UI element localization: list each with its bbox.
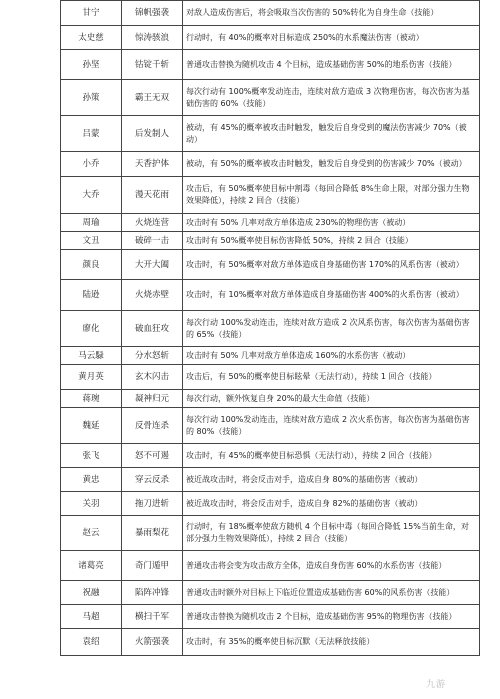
skill-name-cell: 穿云反杀: [122, 468, 183, 492]
table-row: [61, 516, 480, 551]
skill-description-cell: 每次行动 100%发动连击，连续对敌方造成 2 次风系伤害，每次伤害为基础伤害的 65%（技能）: [183, 311, 480, 347]
hero-name-cell: 小乔: [61, 152, 122, 177]
skill-description-cell: 行动时，有 40%的概率对目标造成 250%的水系魔法伤害（被动）: [183, 26, 480, 50]
hero-name-cell: 诸葛亮: [61, 551, 122, 581]
skill-name-cell: 反骨连杀: [122, 408, 183, 444]
table-row: [61, 492, 480, 516]
skill-name-cell: 锦帆强袭: [122, 1, 183, 26]
hero-skill-table: [60, 0, 480, 656]
hero-name-cell: 廖化: [61, 311, 122, 347]
table-row: [61, 26, 480, 50]
skill-name-cell: 横扫千军: [122, 605, 183, 629]
hero-name-cell: 黄月英: [61, 365, 122, 390]
hero-name-cell: 孙策: [61, 80, 122, 116]
hero-name-cell: 文丑: [61, 232, 122, 250]
hero-name-cell: 黄忠: [61, 468, 122, 492]
table-row: [61, 408, 480, 444]
skill-description-cell: 行动时，有 18%概率使敌方随机 4 个目标中毒（每回合降低 15%当前生命，对部分强力生物效果降低），持续 2 回合（技能）: [183, 516, 480, 551]
skill-description-cell: 攻击后，有 50%的概率使目标眩晕（无法行动），持续 1 回合（技能）: [183, 365, 480, 390]
skill-description-cell: 攻击时，有 35%的概率使目标沉默（无法释放技能）: [183, 629, 480, 656]
skill-name-cell: 后发制人: [122, 116, 183, 152]
skill-description-cell: 攻击时，有 50%概率对敌方单体造成自身基础伤害 170%的风系伤害（被动）: [183, 250, 480, 280]
table-row: [61, 551, 480, 581]
hero-name-cell: 太史慈: [61, 26, 122, 50]
skill-name-cell: 钴锭千斩: [122, 50, 183, 80]
hero-name-cell: 祝融: [61, 581, 122, 605]
skill-description-cell: 攻击时，有 45%的概率使目标恐惧（无法行动），持续 2 回合（技能）: [183, 444, 480, 468]
skill-description-cell: 被近战攻击时，将会反击对手，造成自身 82%的基础伤害（被动）: [183, 492, 480, 516]
skill-name-cell: 破碎一击: [122, 232, 183, 250]
skill-description-cell: 普通攻击替换为随机攻击 2 个目标，造成基础伤害 95%的物理伤害（技能）: [183, 605, 480, 629]
table-row: [61, 1, 480, 26]
skill-name-cell: 奇门遁甲: [122, 551, 183, 581]
skill-description-cell: 被动，有 50%的概率被攻击时触发，触发后自身受到的伤害减少 70%（被动）: [183, 152, 480, 177]
hero-name-cell: 赵云: [61, 516, 122, 551]
hero-name-cell: 关羽: [61, 492, 122, 516]
skill-name-cell: 凝神归元: [122, 390, 183, 408]
skill-description-cell: 攻击时有 50% 几率对敌方单体造成 230%的物理伤害（被动）: [183, 214, 480, 232]
hero-name-cell: 甘宁: [61, 1, 122, 26]
hero-skill-table-wrapper: [60, 0, 480, 656]
skill-name-cell: 火烧连营: [122, 214, 183, 232]
skill-description-cell: 对敌人造成伤害后，将会吸取当次伤害的 50%转化为自身生命（技能）: [183, 1, 480, 26]
table-row: [61, 232, 480, 250]
table-row: [61, 444, 480, 468]
skill-description-cell: 攻击后，有 50%概率使目标中割毒（每回合降低 8%生命上限，对部分强力生物效果降低），持续 2 回合（技能）: [183, 177, 480, 214]
hero-name-cell: 陆逊: [61, 280, 122, 311]
skill-description-cell: 每次行动，额外恢复自身 20%的最大生命值（技能）: [183, 390, 480, 408]
hero-name-cell: 魏延: [61, 408, 122, 444]
skill-name-cell: 破血狂攻: [122, 311, 183, 347]
table-row: [61, 468, 480, 492]
skill-description-cell: 每次行动 100%发动连击，连续对敌方造成 2 次火系伤害，每次伤害为基础伤害的 80%（技能）: [183, 408, 480, 444]
hero-name-cell: 吕蒙: [61, 116, 122, 152]
table-row: [61, 347, 480, 365]
table-row: [61, 365, 480, 390]
skill-description-cell: 被动，有 45%的概率被攻击时触发，触发后自身受到的魔法伤害减少 70%（被动）: [183, 116, 480, 152]
hero-name-cell: 大乔: [61, 177, 122, 214]
skill-name-cell: 玄木闪击: [122, 365, 183, 390]
table-row: [61, 152, 480, 177]
skill-name-cell: 分水怒斩: [122, 347, 183, 365]
table-row: [61, 311, 480, 347]
skill-name-cell: 大开大阖: [122, 250, 183, 280]
skill-name-cell: 火烧赤壁: [122, 280, 183, 311]
skill-name-cell: 天香护体: [122, 152, 183, 177]
skill-name-cell: 怒不可遏: [122, 444, 183, 468]
skill-description-cell: 攻击时，有 10%概率对敌方单体造成自身基础伤害 400%的火系伤害（被动）: [183, 280, 480, 311]
table-row: [61, 390, 480, 408]
table-row: [61, 280, 480, 311]
hero-name-cell: 马云騄: [61, 347, 122, 365]
watermark-logo: 九游: [426, 680, 447, 690]
skill-description-cell: 普通攻击时额外对目标上下临近位置造成基础伤害 60%的风系伤害（技能）: [183, 581, 480, 605]
skill-name-cell: 惊涛骇浪: [122, 26, 183, 50]
hero-name-cell: 周瑜: [61, 214, 122, 232]
skill-name-cell: 拖刀进斩: [122, 492, 183, 516]
skill-name-cell: 漫天花雨: [122, 177, 183, 214]
hero-name-cell: 马超: [61, 605, 122, 629]
skill-name-cell: 陷阵冲锋: [122, 581, 183, 605]
hero-name-cell: 孙坚: [61, 50, 122, 80]
skill-description-cell: 普通攻击替换为随机攻击 4 个目标，造成基础伤害 50%的地系伤害（技能）: [183, 50, 480, 80]
table-row: [61, 50, 480, 80]
table-row: [61, 177, 480, 214]
skill-description-cell: 攻击时有 50% 几率对敌方单体造成 160%的水系伤害（被动）: [183, 347, 480, 365]
skill-description-cell: 被近战攻击时，将会反击对手，造成自身 80%的基础伤害（被动）: [183, 468, 480, 492]
table-row: [61, 80, 480, 116]
skill-description-cell: 攻击时有 50%概率使目标伤害降低 50%，持续 2 回合（技能）: [183, 232, 480, 250]
skill-name-cell: 火箭强袭: [122, 629, 183, 656]
skill-name-cell: 暴雨梨花: [122, 516, 183, 551]
table-row: [61, 581, 480, 605]
hero-name-cell: 张飞: [61, 444, 122, 468]
table-row: [61, 629, 480, 656]
table-row: [61, 605, 480, 629]
table-row: [61, 116, 480, 152]
hero-skill-table-body: [61, 1, 480, 656]
skill-description-cell: 普通攻击将会变为攻击敌方全体，造成自身伤害 60%的水系伤害（技能）: [183, 551, 480, 581]
skill-name-cell: 霸王无双: [122, 80, 183, 116]
table-row: [61, 250, 480, 280]
skill-description-cell: 每次行动有 100%概率发动连击，连续对敌方造成 3 次物理伤害，每次伤害为基础伤害的 60%（技能）: [183, 80, 480, 116]
hero-name-cell: 颜良: [61, 250, 122, 280]
hero-name-cell: 袁绍: [61, 629, 122, 656]
hero-name-cell: 蒋琬: [61, 390, 122, 408]
table-row: [61, 214, 480, 232]
